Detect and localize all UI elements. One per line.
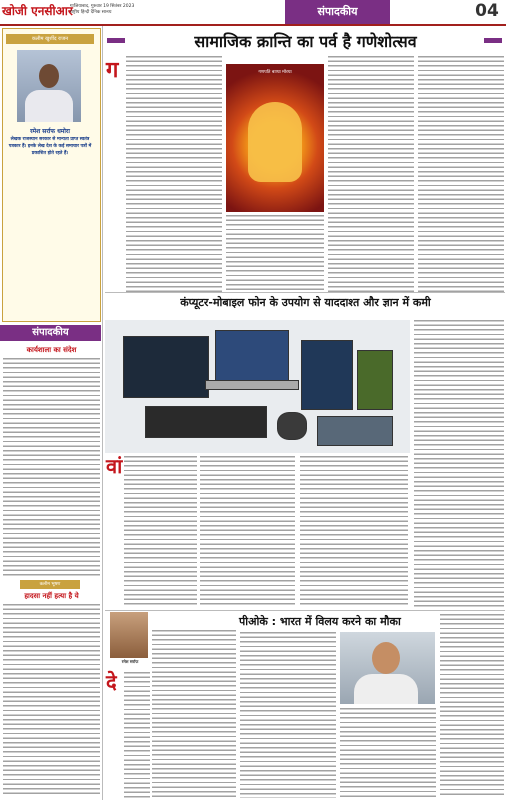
tagline: राष्ट्रीय हिन्दी दैनिक सान्ध्य: [70, 10, 112, 16]
section-band-left: संपादकीय: [0, 325, 101, 341]
headline-karyashala: कार्यशाला का संदेश: [26, 346, 77, 354]
masthead-date: [70, 4, 240, 16]
ganesh-caption: गणपति बाप्पा मोरया: [258, 70, 292, 75]
ganesh-image: [226, 64, 324, 212]
author-bio: लेखक राजस्थान सरकार से मान्यता प्राप्त स्वतंत्र पत्रकार हैं। इनके लेख देश के कई समाचार पत्रों में प्रकाशित होते रहते हैं।: [8, 137, 92, 157]
article-body-main-col1: [126, 56, 222, 293]
date-line: गाजियाबाद, गुरुवार 19 सितंबर 2023: [70, 4, 135, 9]
article-body-pk-col2: [240, 632, 336, 798]
monitor-icon: [123, 336, 209, 398]
headline-bar-right: [484, 38, 502, 43]
dropcap-main: ग: [106, 58, 119, 83]
pk-author-byline: रमेश सर्राफ: [121, 659, 139, 664]
pk-photo-face: [372, 642, 400, 674]
author-shirt: [25, 90, 73, 122]
article-body-tech-right: [414, 320, 504, 610]
article-body-tech-col1: [124, 456, 197, 608]
article-body-tech-col2: [200, 456, 295, 608]
article-body-pk-col4: [440, 614, 504, 798]
author-name: रमेश सर्राफ धमोरा: [30, 128, 70, 135]
devices-image: [105, 320, 410, 453]
headline-pk: पीओके : भारत में विलय करने का मौका: [239, 615, 401, 628]
section-divider-2: [105, 610, 505, 611]
article-body-pk-col1: [152, 630, 236, 798]
dropcap-pk: दे: [106, 670, 117, 694]
author-head: [39, 64, 59, 88]
article-body-main-col2: [226, 215, 324, 293]
page-header: [0, 0, 506, 26]
dropcap-tech: वां: [106, 454, 123, 478]
headline-main: सामाजिक क्रान्ति का पर्व है गणेशोत्सव: [194, 32, 417, 51]
article-body-karyashala: [3, 358, 100, 576]
keyboard-icon: [145, 406, 267, 438]
section-title: संपादकीय: [317, 5, 358, 18]
laptop-icon: [215, 330, 289, 382]
author-photo: [17, 50, 81, 122]
pk-photo-body: [354, 674, 418, 704]
phone-icon: [357, 350, 393, 410]
author-tag: कलीम खुर्शीद राजन: [6, 34, 94, 44]
page-number-text: 04: [475, 1, 499, 21]
section-tab: [285, 0, 390, 24]
masthead-logo: खोजी एनसीआर: [2, 4, 73, 18]
article-body-tech-col3: [300, 456, 408, 608]
ganesh-idol-shape: [248, 102, 302, 182]
tablet-icon: [301, 340, 353, 410]
page-number: [468, 0, 506, 24]
pk-author-photo: [110, 612, 148, 658]
laptop-base: [205, 380, 299, 390]
byline-mid: कलीम भूषण: [20, 580, 80, 589]
article-body-pk-col0: [124, 672, 150, 798]
headline-tech: कंप्यूटर-मोबाइल फोन के उपयोग से याददाश्त और ज्ञान में कमी: [180, 296, 431, 309]
section-divider-1: [105, 292, 505, 293]
article-body-main-col3: [328, 56, 414, 293]
tablet-2-icon: [317, 416, 393, 446]
pk-photo: [340, 632, 435, 704]
article-body-haadsa: [3, 604, 100, 797]
headline-haadsa: हादसा नहीं हत्या है ये: [24, 592, 79, 600]
column-divider: [102, 26, 103, 800]
article-body-main-col4: [418, 56, 504, 293]
mouse-icon: [277, 412, 307, 440]
article-body-pk-col3: [340, 708, 436, 798]
